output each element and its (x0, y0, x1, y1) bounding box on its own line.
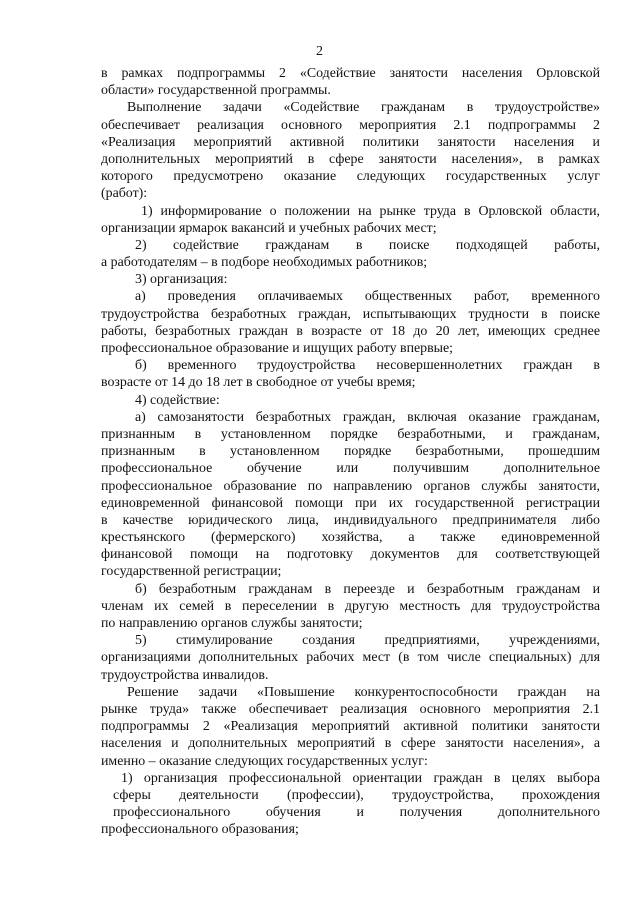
text-line: 2) содействие гражданам в поиске подходящей работы, (135, 237, 600, 253)
text-line: именно – оказание следующих государственных услуг: (101, 753, 428, 769)
text-line: в качестве юридического лица, индивидуального предпринимателя либо (101, 512, 600, 528)
text-line: возрасте от 14 до 18 лет в свободное от учебы время; (101, 375, 416, 391)
text-line: признанным в установленном порядке безработными, и гражданам, (101, 426, 600, 442)
text-line: 1) информирование о положении на рынке труда в Орловской области, (141, 203, 600, 219)
text-line: 5) стимулирование создания предприятиями, учреждениями, (135, 633, 600, 649)
text-line: единовременной финансовой помощи при их государственной регистрации (101, 495, 600, 511)
text-line: по направлению органов службы занятости; (101, 616, 363, 631)
text-line: а работодателям – в подборе необходимых работников; (101, 255, 428, 271)
text-line: а) самозанятости безработных граждан, включая оказание гражданам, (135, 409, 600, 425)
text-line: подпрограммы 2 «Реализация мероприятий активной политики занятости (101, 719, 600, 735)
text-line: (работ): (101, 186, 148, 202)
text-line: профессиональное образование и ищущих работу впервые; (101, 341, 454, 356)
text-line: Выполнение задачи «Содействие гражданам в трудоустройстве» (127, 100, 600, 116)
text-line: членам их семей в переселении в другую местность для трудоустройства (101, 598, 600, 614)
text-line: профессионального обучения и получения дополнительного (113, 805, 600, 821)
text-line: 1) организация профессиональной ориентации граждан в целях выбора (121, 770, 600, 786)
text-line: населения и дополнительных мероприятий в сфере занятости населения», а (101, 736, 600, 752)
text-line: организациями дополнительных рабочих мест (в том числе специальных) для (101, 650, 600, 666)
text-line: признанным в установленном порядке безработными, прошедшим (101, 444, 600, 460)
document-body (101, 65, 600, 838)
text-line: 4) содействие: (135, 392, 220, 408)
text-line: профессиональное образование по направлению органов службы занятости, (101, 478, 600, 494)
text-line: области» государственной программы. (101, 83, 331, 99)
page-number: 2 (316, 44, 323, 59)
text-line: которого предусмотрено оказание следующих государственных услуг (101, 169, 600, 185)
text-line: трудоустройства инвалидов. (101, 667, 269, 683)
text-line: работы, безработных граждан в возрасте от 18 до 20 лет, имеющих среднее (101, 323, 600, 339)
text-line: в рамках подпрограммы 2 «Содействие занятости населения Орловской (101, 66, 600, 81)
text-line: «Реализация мероприятий активной политики занятости населения и (101, 134, 600, 150)
text-line: трудоустройства безработных граждан, испытывающих трудности в поиске (101, 306, 600, 322)
text-line: б) временного трудоустройства несовершеннолетних граждан в (135, 358, 600, 374)
text-line: финансовой помощи на подготовку документов для соответствующей (101, 547, 600, 563)
text-line: крестьянского (фермерского) хозяйства, а также единовременной (101, 530, 600, 546)
text-line: рынке труда» также обеспечивает реализация основного мероприятия 2.1 (101, 701, 600, 717)
text-line: государственной регистрации; (101, 564, 282, 580)
text-line: профессионального образования; (101, 822, 299, 838)
text-line: Решение задачи «Повышение конкурентоспособности граждан на (127, 684, 600, 700)
text-line: дополнительных мероприятий в сфере занятости населения», в рамках (101, 151, 600, 167)
text-line: обеспечивает реализация основного мероприятия 2.1 подпрограммы 2 (101, 117, 600, 133)
text-line: а) проведения оплачиваемых общественных работ, временного (135, 289, 600, 305)
text-line: сферы деятельности (профессии), трудоустройства, прохождения (113, 787, 600, 803)
text-line: профессиональное обучение или получившим дополнительное (101, 461, 600, 477)
text-line: организации ярмарок вакансий и учебных рабочих мест; (101, 220, 437, 236)
text-line: б) безработным гражданам в переезде и безработным гражданам и (135, 581, 600, 597)
text-line: 3) организация: (135, 272, 228, 288)
